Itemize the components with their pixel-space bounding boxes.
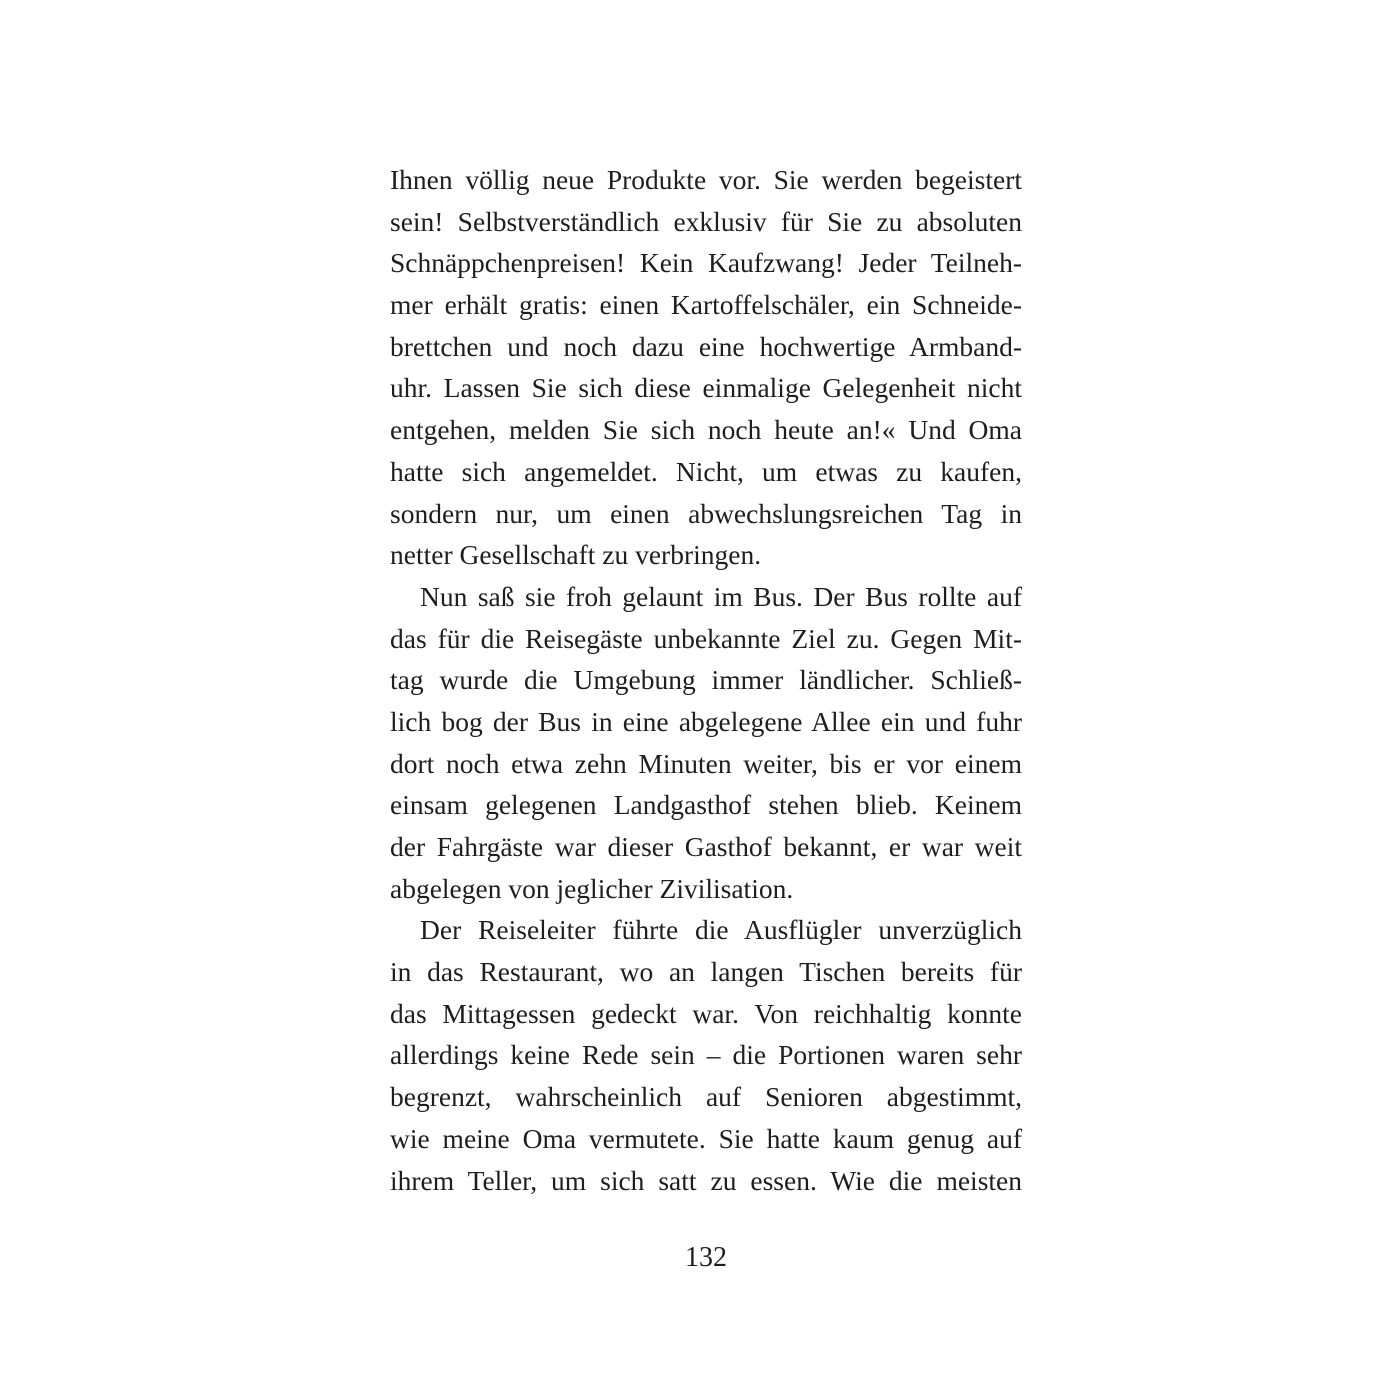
page-number: 132 bbox=[685, 1242, 727, 1273]
text-line: ihrem Teller, um sich satt zu essen. Wie die meisten bbox=[390, 1164, 1022, 1196]
text-line: der Fahrgäste war dieser Gasthof bekannt, er war weit bbox=[390, 831, 1022, 862]
text-line: allerdings keine Rede sein – die Portionen waren sehr bbox=[390, 1039, 1022, 1071]
text-line: Nun saß sie froh gelaunt im Bus. Der Bus rollte auf bbox=[420, 580, 1022, 612]
text-line: lich bog der Bus in eine abgelegene Allee ein und fuhr bbox=[390, 705, 1022, 737]
text-line: netter Gesellschaft zu verbringen. bbox=[390, 539, 762, 571]
body-text bbox=[390, 159, 1022, 1201]
text-line: entgehen, melden Sie sich noch heute an!« Und Oma bbox=[390, 414, 1022, 446]
paragraph-1 bbox=[390, 159, 1022, 576]
text-line: sondern nur, um einen abwechslungsreichen Tag in bbox=[390, 497, 1022, 529]
text-line: Der Reiseleiter führte die Ausflügler unverzüglich bbox=[420, 914, 1022, 946]
text-line: Ihnen völlig neue Produkte vor. Sie werden begeistert bbox=[390, 164, 1022, 195]
text-line: abgelegen von jeglicher Zivilisation. bbox=[390, 872, 794, 904]
text-line: sein! Selbstverständlich exklusiv für Sie zu absoluten bbox=[390, 205, 1022, 237]
text-line: tag wurde die Umgebung immer ländlicher. Schließ- bbox=[390, 664, 1022, 696]
text-line: uhr. Lassen Sie sich diese einmalige Gelegenheit nicht bbox=[390, 372, 1022, 404]
text-line: hatte sich angemeldet. Nicht, um etwas zu kaufen, bbox=[390, 455, 1022, 487]
text-line: brettchen und noch dazu eine hochwertige Armband- bbox=[390, 330, 1022, 362]
text-line: begrenzt, wahrscheinlich auf Senioren abgestimmt, bbox=[390, 1081, 1022, 1113]
text-line: mer erhält gratis: einen Kartoffelschäler, ein Schneide- bbox=[390, 289, 1022, 321]
text-line: dort noch etwa zehn Minuten weiter, bis er vor einem bbox=[390, 747, 1022, 779]
text-line: in das Restaurant, wo an langen Tischen bereits für bbox=[390, 956, 1022, 988]
text-line: wie meine Oma vermutete. Sie hatte kaum genug auf bbox=[390, 1122, 1022, 1154]
text-line: einsam gelegenen Landgasthof stehen blieb. Keinem bbox=[390, 789, 1022, 821]
paragraph-2 bbox=[390, 576, 1022, 910]
text-line: das für die Reisegäste unbekannte Ziel zu. Gegen Mit- bbox=[390, 622, 1022, 654]
paragraph-3 bbox=[390, 909, 1022, 1201]
text-line: das Mittagessen gedeckt war. Von reichhaltig konnte bbox=[390, 997, 1022, 1029]
text-line: Schnäppchenpreisen! Kein Kaufzwang! Jeder Teilneh- bbox=[390, 247, 1022, 279]
